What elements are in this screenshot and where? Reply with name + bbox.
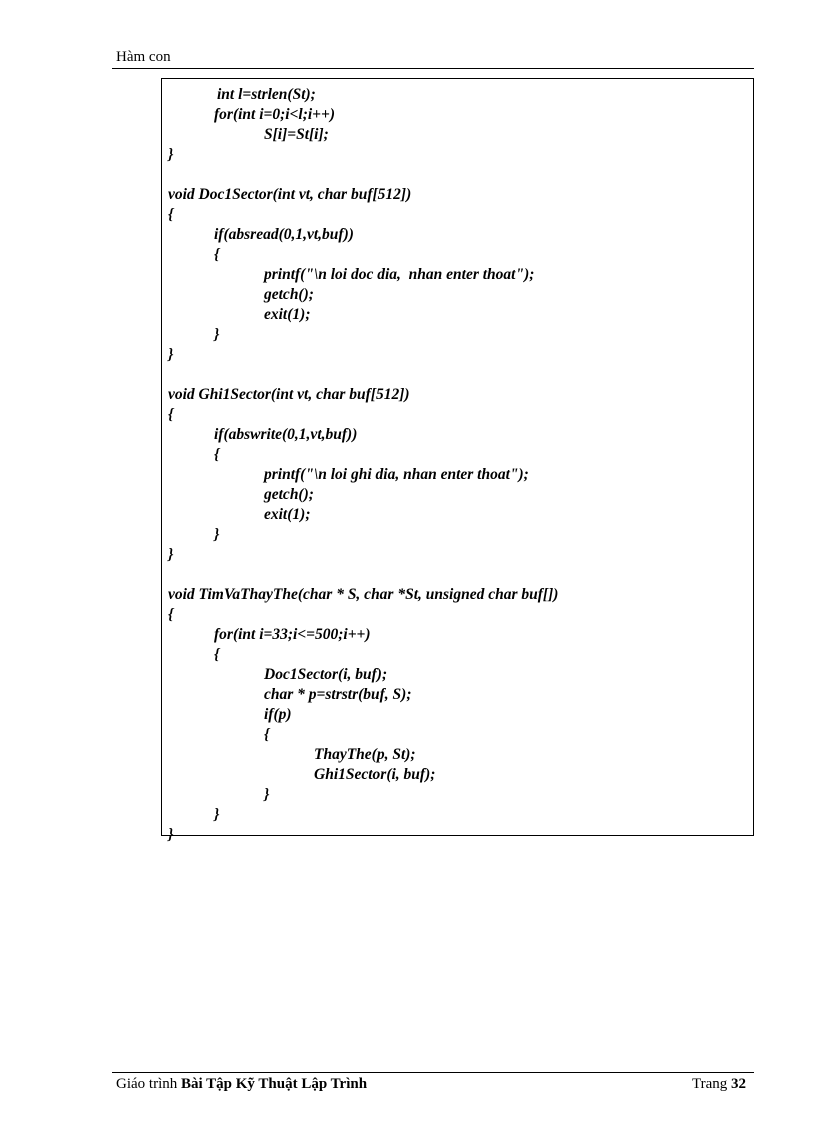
code-line: { xyxy=(214,246,220,263)
code-line: printf("\n loi doc dia, nhan enter thoat"); xyxy=(264,266,535,283)
code-line: ThayThe(p, St); xyxy=(314,746,416,763)
code-line: if(abswrite(0,1,vt,buf)) xyxy=(214,426,358,443)
footer-page-number: 32 xyxy=(731,1076,746,1092)
code-line: if(absread(0,1,vt,buf)) xyxy=(214,226,354,243)
code-line: { xyxy=(168,206,174,223)
code-line: } xyxy=(168,146,174,163)
footer-page-label: Trang xyxy=(691,1076,731,1092)
code-line: void Ghi1Sector(int vt, char buf[512]) xyxy=(168,386,410,403)
code-line: S[i]=St[i]; xyxy=(264,126,329,143)
code-line: { xyxy=(264,726,270,743)
code-line: { xyxy=(168,406,174,423)
code-line: char * p=strstr(buf, S); xyxy=(264,686,412,703)
code-line: getch(); xyxy=(264,486,314,503)
code-line: void TimVaThayThe(char * S, char *St, unsigned char buf[]) xyxy=(168,586,559,603)
code-line: } xyxy=(214,526,220,543)
footer-page xyxy=(692,1076,746,1093)
code-line: } xyxy=(168,546,174,563)
code-line: { xyxy=(214,646,220,663)
code-line: Ghi1Sector(i, buf); xyxy=(314,766,436,783)
code-line: { xyxy=(214,446,220,463)
code-line: { xyxy=(168,606,174,623)
code-line: } xyxy=(264,786,270,803)
footer-book-info xyxy=(116,1076,367,1093)
footer-book-title: Bài Tập Kỹ Thuật Lập Trình xyxy=(181,1076,368,1092)
code-line: } xyxy=(168,346,174,363)
code-line: void Doc1Sector(int vt, char buf[512]) xyxy=(168,186,412,203)
code-line: printf("\n loi ghi dia, nhan enter thoat"); xyxy=(264,466,529,483)
code-line: for(int i=0;i<l;i++) xyxy=(214,106,336,123)
code-box xyxy=(161,78,754,843)
footer-prefix: Giáo trình xyxy=(116,1076,181,1092)
code-line: if(p) xyxy=(264,706,292,723)
code-line: } xyxy=(168,826,174,843)
header-rule xyxy=(112,68,754,69)
code-line: exit(1); xyxy=(264,506,311,523)
code-line: int l=strlen(St); xyxy=(217,86,316,103)
code-line: } xyxy=(214,326,220,343)
code-line: exit(1); xyxy=(264,306,311,323)
page-header-title: Hàm con xyxy=(116,49,171,65)
code-line: } xyxy=(214,806,220,823)
code-line: Doc1Sector(i, buf); xyxy=(264,666,388,683)
code-line: for(int i=33;i<=500;i++) xyxy=(214,626,371,643)
code-line: getch(); xyxy=(264,286,314,303)
footer-rule xyxy=(112,1072,754,1073)
